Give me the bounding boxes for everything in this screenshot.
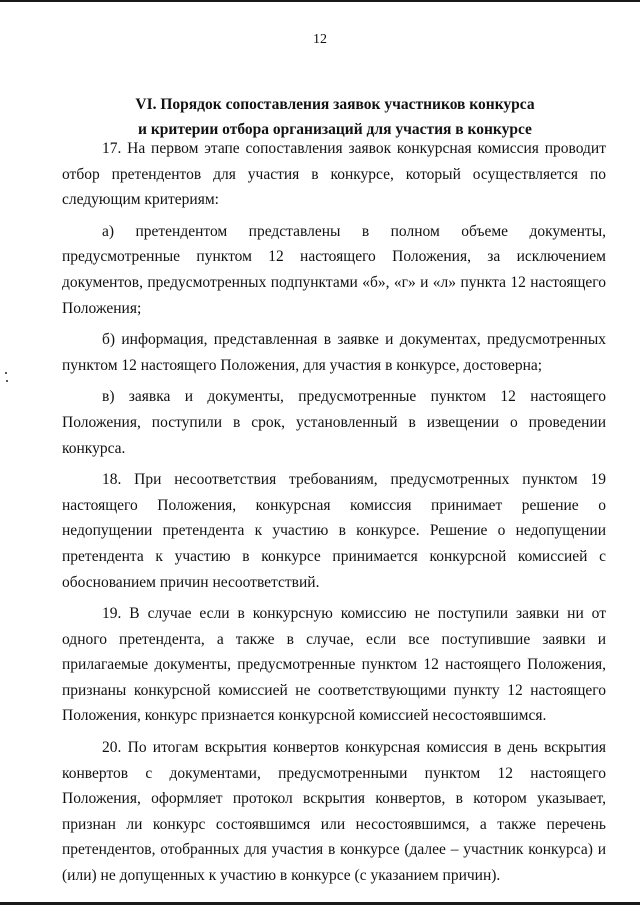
paragraph-19: 19. В случае если в конкурсную комиссию не поступили заявки ни от одного претендента, а также в случае, если все поступившие заявки и прилагаемые документы, предусмотренные пунктом 12 настоящего Положения, признаны конкурсной комиссией не соответствующими пункту 12 настоящего Положения, конкурс признается конкурсной комиссией несостоявшимся. <box>62 605 606 725</box>
section-heading-line-2: и критерии отбора организаций для участия в конкурсе <box>138 121 532 138</box>
scan-top-edge <box>0 0 640 2</box>
page-number: 12 <box>313 32 327 47</box>
paragraph-20: 20. По итогам вскрытия конвертов конкурсная комиссия в день вскрытия конвертов с документами, предусмотренными пунктом 12 настоящего Положения, оформляет протокол вскрытия конвертов, в котором указывает, признан ли конкурс состоявшимся или несостоявшимся, а также перечень претендентов, отобранных для участия в конкурсе (далее – участник конкурса) и (или) не допущенных к участию в конкурсе (с указанием причин). <box>62 739 606 885</box>
paragraph-17-a: а) претендентом представлены в полном объеме документы, предусмотренные пунктом 12 настоящего Положения, за исключением документов, предусмотренных подпунктами «б», «г» и «л» пункта 12 настоящего Положения; <box>62 222 606 317</box>
section-heading-line-1: VI. Порядок сопоставления заявок участников конкурса <box>135 96 535 113</box>
paragraph-18: 18. При несоответствия требованиям, предусмотренных пунктом 19 настоящего Положения, конкурсная комиссия принимает решение о недопущении претендента к участию в конкурсе. Решение о недопущении претендента к участию в конкурсе принимается конкурсной комиссией с обоснованием причин несоответствий. <box>62 471 606 591</box>
paragraph-17-b: б) информация, представленная в заявке и документах, предусмотренных пунктом 12 настоящего Положения, для участия в конкурсе, достоверна; <box>62 331 606 374</box>
document-body <box>62 136 606 895</box>
paragraph-17-v: в) заявка и документы, предусмотренные пунктом 12 настоящего Положения, поступили в срок, установленный в извещении о проведении конкурса. <box>62 388 606 457</box>
section-heading <box>70 92 600 142</box>
scan-speck <box>5 372 7 374</box>
paragraph-17: 17. На первом этапе сопоставления заявок конкурсная комиссия проводит отбор претендентов для участия в конкурсе, который осуществляется по следующим критериям: <box>62 140 606 209</box>
scan-speck <box>6 380 8 382</box>
